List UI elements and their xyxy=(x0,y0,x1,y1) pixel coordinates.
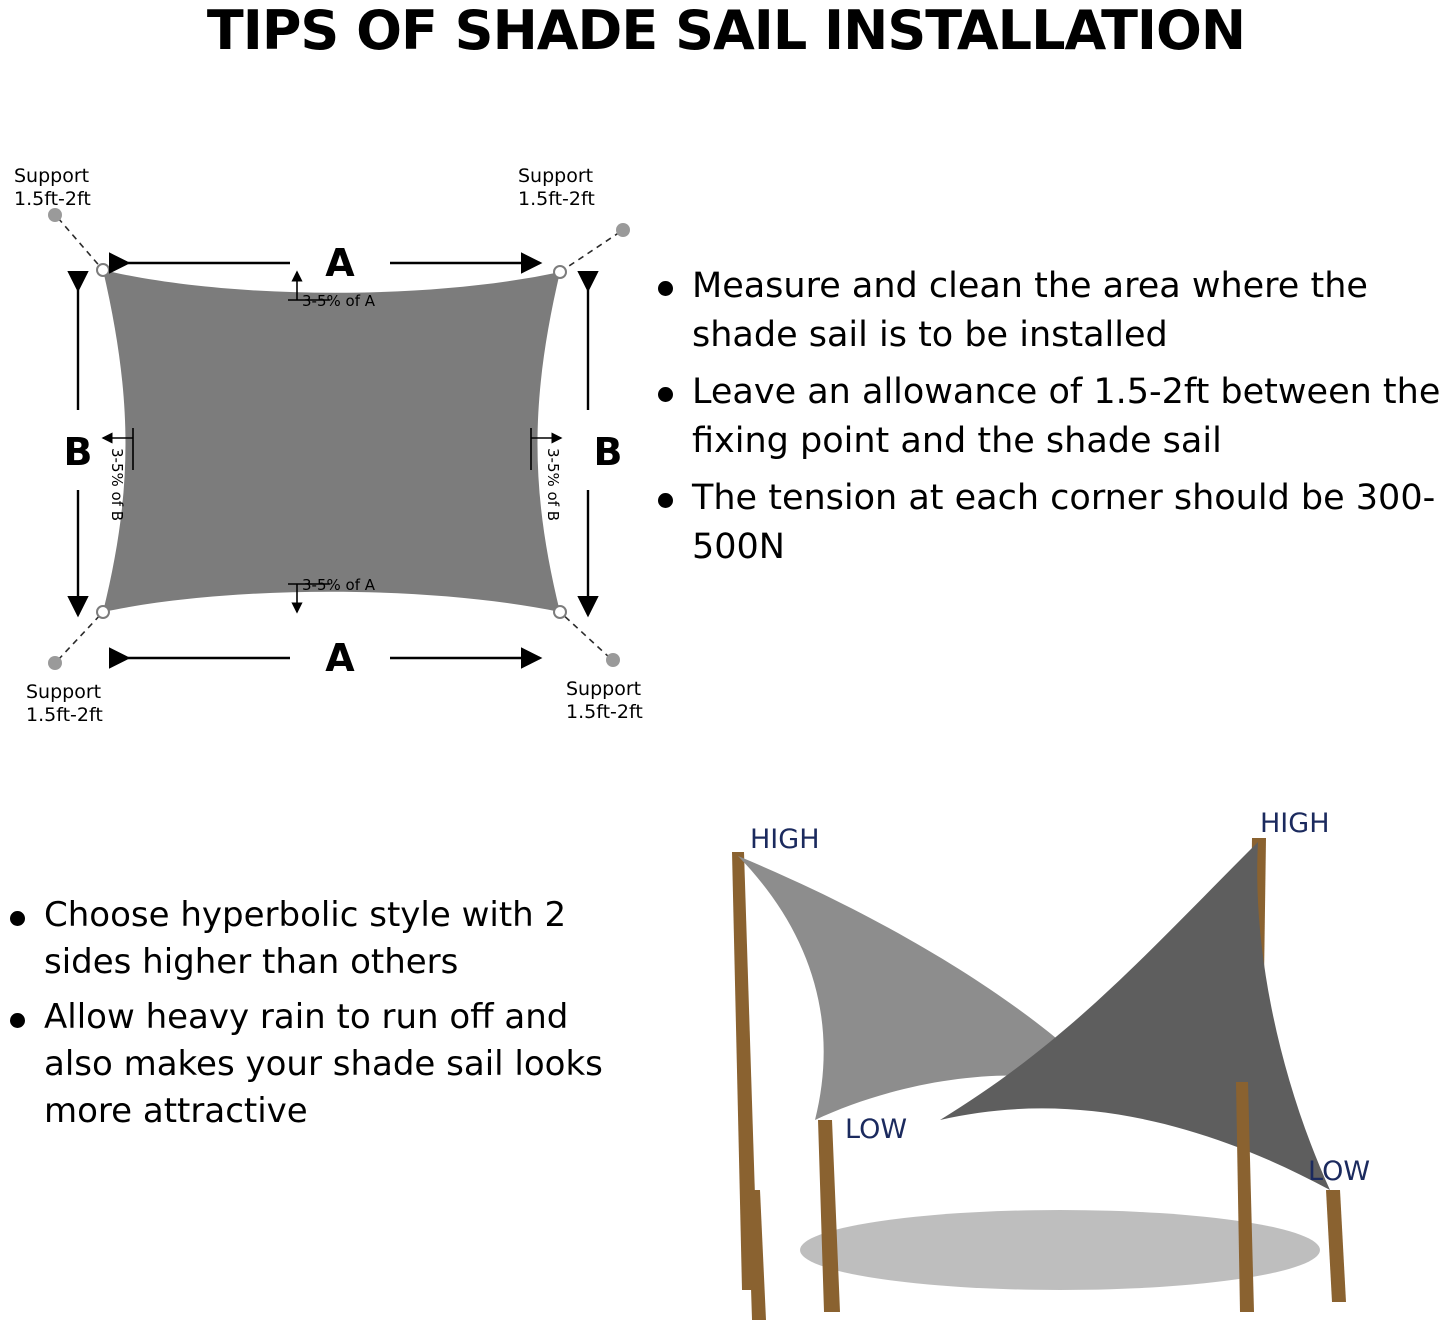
list-item: Leave an allowance of 1.5-2ft between the fixing point and the shade sail xyxy=(648,368,1452,466)
dimension-right-label: B xyxy=(593,430,623,474)
support-label-top-left xyxy=(14,165,91,210)
list-item: Choose hyperbolic style with 2 sides higher than others xyxy=(0,892,620,986)
shade-sail-dimension-diagram xyxy=(0,160,660,740)
page-title: TIPS OF SHADE SAIL INSTALLATION xyxy=(206,0,1246,62)
curve-depth-top-label: 3-5% of A xyxy=(302,292,376,310)
svg-text:Support: Support xyxy=(566,678,642,700)
dimension-top-label: A xyxy=(325,241,355,285)
label-high-right: HIGH xyxy=(1260,808,1330,839)
svg-text:1.5ft-2ft: 1.5ft-2ft xyxy=(566,701,643,723)
sail-shape xyxy=(103,270,560,612)
tips-list-top xyxy=(648,262,1452,580)
support-label-bottom-left xyxy=(26,681,103,726)
svg-text:Support: Support xyxy=(518,165,594,187)
list-item: The tension at each corner should be 300-500N xyxy=(648,474,1452,572)
list-item: Allow heavy rain to run off and also makes your shade sail looks more attractive xyxy=(0,994,620,1135)
svg-text:1.5ft-2ft: 1.5ft-2ft xyxy=(518,188,595,210)
support-label-top-right xyxy=(518,165,595,210)
curve-depth-left-label: 3-5% of B xyxy=(108,448,126,522)
label-low-left: LOW xyxy=(845,1114,908,1145)
list-item: Measure and clean the area where the shade sail is to be installed xyxy=(648,262,1452,360)
curve-depth-bottom-label: 3-5% of A xyxy=(302,576,376,594)
label-high-left: HIGH xyxy=(750,824,820,855)
curve-depth-right-label: 3-5% of B xyxy=(544,448,562,522)
post-low-left xyxy=(818,1120,840,1312)
post-mid-left xyxy=(748,1190,766,1320)
svg-text:Support: Support xyxy=(14,165,90,187)
dimension-left-label: B xyxy=(63,430,93,474)
svg-text:Support: Support xyxy=(26,681,102,703)
svg-text:1.5ft-2ft: 1.5ft-2ft xyxy=(14,188,91,210)
post-low-right xyxy=(1326,1190,1346,1302)
label-low-right: LOW xyxy=(1308,1156,1371,1187)
hyperbolic-sail-diagram xyxy=(640,790,1452,1325)
svg-text:1.5ft-2ft: 1.5ft-2ft xyxy=(26,704,103,726)
dimension-bottom-label: A xyxy=(325,636,355,680)
support-label-bottom-right xyxy=(566,678,643,723)
tips-list-bottom xyxy=(0,892,620,1143)
